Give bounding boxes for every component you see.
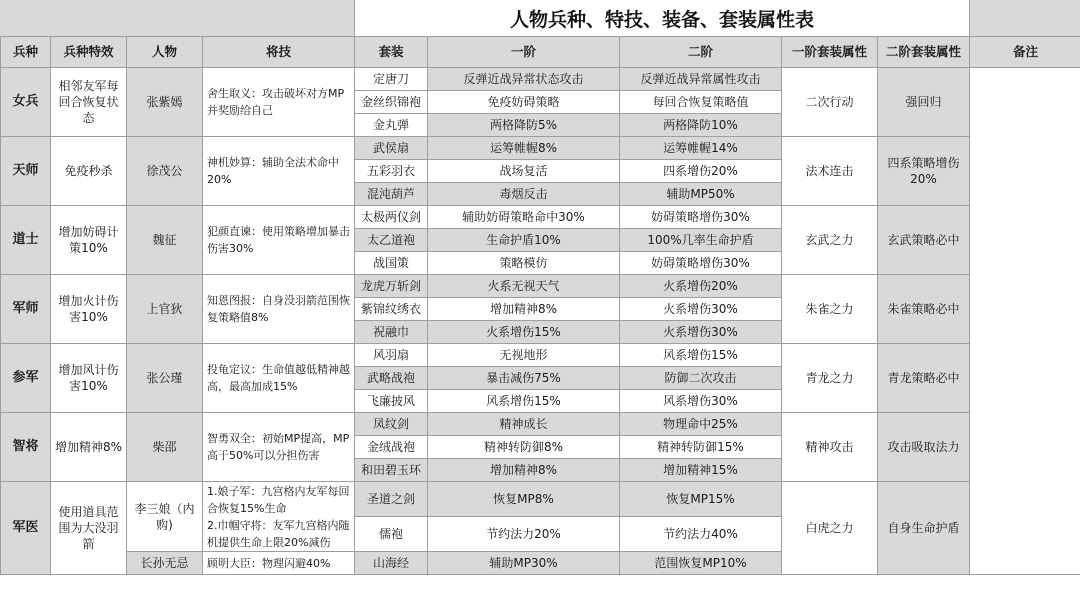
cell-tier2[interactable]: 妨碍策略增伤30% <box>620 206 782 229</box>
skill-line-2: 2.巾帼守将：友军九宫格内随机提供生命上限20%减伤 <box>207 518 350 549</box>
cell-note[interactable] <box>970 68 1080 575</box>
cell-skill[interactable]: 神机妙算：辅助全法术命中20% <box>203 137 355 206</box>
attribute-table <box>0 36 1080 575</box>
cell-set-item[interactable]: 太极两仪剑 <box>355 206 428 229</box>
cell-set-item[interactable]: 和田碧玉环 <box>355 459 428 482</box>
cell-set-item[interactable]: 战国策 <box>355 252 428 275</box>
cell-set-item[interactable]: 金丝织锦袍 <box>355 91 428 114</box>
cell-tier1[interactable]: 精神转防御8% <box>428 436 620 459</box>
cell-tier1[interactable]: 暴击减伤75% <box>428 367 620 390</box>
cell-character[interactable]: 张公瑾 <box>127 344 203 413</box>
cell-skill[interactable]: 舍生取义：攻击破坏对方MP并奖励给自己 <box>203 68 355 137</box>
cell-tier1[interactable]: 两格降防5% <box>428 114 620 137</box>
cell-character[interactable]: 长孙无忌 <box>127 552 203 575</box>
cell-type[interactable]: 军师 <box>1 275 51 344</box>
cell-set-item[interactable]: 混沌葫芦 <box>355 183 428 206</box>
cell-trait[interactable]: 增加风计伤害10% <box>51 344 127 413</box>
title-bar-left <box>0 0 355 37</box>
cell-trait[interactable]: 免疫秒杀 <box>51 137 127 206</box>
cell-set-item[interactable]: 凤纹剑 <box>355 413 428 436</box>
cell-set-item[interactable]: 山海经 <box>355 552 428 575</box>
cell-set-item[interactable]: 武侯扇 <box>355 137 428 160</box>
cell-set-bonus-2[interactable]: 自身生命护盾 <box>878 482 970 575</box>
header-note[interactable]: 备注 <box>970 37 1080 68</box>
cell-set-bonus-1[interactable]: 玄武之力 <box>782 206 878 275</box>
cell-tier1[interactable]: 增加精神8% <box>428 298 620 321</box>
cell-tier2[interactable]: 运筹帷幄14% <box>620 137 782 160</box>
cell-tier1[interactable]: 恢复MP8% <box>428 482 620 517</box>
cell-tier2[interactable]: 火系增伤20% <box>620 275 782 298</box>
cell-tier1[interactable]: 辅助MP30% <box>428 552 620 575</box>
table-row <box>1 137 1080 160</box>
cell-set-item[interactable]: 龙虎万斩剑 <box>355 275 428 298</box>
cell-tier2[interactable]: 风系增伤30% <box>620 390 782 413</box>
cell-tier2[interactable]: 物理命中25% <box>620 413 782 436</box>
cell-tier1[interactable]: 反弹近战异常状态攻击 <box>428 68 620 91</box>
cell-tier2[interactable]: 100%几率生命护盾 <box>620 229 782 252</box>
cell-type[interactable]: 军医 <box>1 482 51 575</box>
header-type[interactable]: 兵种 <box>1 37 51 68</box>
cell-set-bonus-2[interactable]: 四系策略增伤20% <box>878 137 970 206</box>
cell-set-item[interactable]: 定唐刀 <box>355 68 428 91</box>
cell-tier1[interactable]: 辅助妨碍策略命中30% <box>428 206 620 229</box>
table-row <box>1 206 1080 229</box>
cell-set-bonus-2[interactable]: 攻击吸取法力 <box>878 413 970 482</box>
cell-tier1[interactable]: 风系增伤15% <box>428 390 620 413</box>
cell-tier1[interactable]: 精神成长 <box>428 413 620 436</box>
cell-type[interactable]: 天师 <box>1 137 51 206</box>
cell-type[interactable]: 参军 <box>1 344 51 413</box>
cell-character[interactable]: 魏征 <box>127 206 203 275</box>
cell-set-bonus-2[interactable]: 朱雀策略必中 <box>878 275 970 344</box>
cell-character[interactable]: 张紫嫣 <box>127 68 203 137</box>
cell-tier1[interactable]: 免疫妨碍策略 <box>428 91 620 114</box>
cell-tier2[interactable]: 四系增伤20% <box>620 160 782 183</box>
cell-set-bonus-1[interactable]: 精神攻击 <box>782 413 878 482</box>
cell-tier1[interactable]: 生命护盾10% <box>428 229 620 252</box>
header-tier2[interactable]: 二阶 <box>620 37 782 68</box>
cell-character[interactable]: 柴邵 <box>127 413 203 482</box>
cell-type[interactable]: 智将 <box>1 413 51 482</box>
header-tier1[interactable]: 一阶 <box>428 37 620 68</box>
cell-tier2[interactable]: 每回合恢复策略值 <box>620 91 782 114</box>
sheet-title: 人物兵种、特技、装备、套装属性表 <box>355 0 969 37</box>
table-row <box>1 344 1080 367</box>
cell-set-bonus-2[interactable]: 玄武策略必中 <box>878 206 970 275</box>
cell-trait[interactable]: 增加精神8% <box>51 413 127 482</box>
cell-tier2[interactable]: 风系增伤15% <box>620 344 782 367</box>
cell-skill[interactable]: 犯颜直谏：使用策略增加暴击伤害30% <box>203 206 355 275</box>
cell-tier1[interactable]: 节约法力20% <box>428 517 620 552</box>
cell-tier1[interactable]: 策略模仿 <box>428 252 620 275</box>
cell-tier2[interactable]: 两格降防10% <box>620 114 782 137</box>
cell-tier1[interactable]: 运筹帷幄8% <box>428 137 620 160</box>
cell-tier2[interactable]: 防御二次攻击 <box>620 367 782 390</box>
cell-tier2[interactable]: 恢复MP15% <box>620 482 782 517</box>
cell-set-item[interactable]: 五彩羽衣 <box>355 160 428 183</box>
cell-set-item[interactable]: 儒袍 <box>355 517 428 552</box>
cell-set-item[interactable]: 金丸弹 <box>355 114 428 137</box>
header-trait[interactable]: 兵种特效 <box>51 37 127 68</box>
cell-trait[interactable]: 相邻友军每回合恢复状态 <box>51 68 127 137</box>
cell-tier2[interactable]: 妨碍策略增伤30% <box>620 252 782 275</box>
table-row <box>1 275 1080 298</box>
cell-set-item[interactable]: 圣道之剑 <box>355 482 428 517</box>
cell-trait[interactable]: 使用道具范围为大没羽箭 <box>51 482 127 575</box>
cell-type[interactable]: 女兵 <box>1 68 51 137</box>
header-row <box>1 37 1080 68</box>
header-character[interactable]: 人物 <box>127 37 203 68</box>
cell-set-item[interactable]: 金绒战袍 <box>355 436 428 459</box>
cell-tier2[interactable]: 精神转防御15% <box>620 436 782 459</box>
cell-skill[interactable]: 知恩图报：自身没羽箭范围恢复策略值8% <box>203 275 355 344</box>
cell-set-bonus-1[interactable]: 二次行动 <box>782 68 878 137</box>
table-row <box>1 413 1080 436</box>
cell-character[interactable]: 上官狄 <box>127 275 203 344</box>
cell-set-item[interactable]: 风羽扇 <box>355 344 428 367</box>
cell-skill[interactable] <box>203 482 355 552</box>
cell-tier2[interactable]: 反弹近战异常属性攻击 <box>620 68 782 91</box>
cell-tier2[interactable]: 增加精神15% <box>620 459 782 482</box>
cell-set-item[interactable]: 武略战袍 <box>355 367 428 390</box>
cell-character[interactable]: 李三娘（内购) <box>127 482 203 552</box>
header-set[interactable]: 套装 <box>355 37 428 68</box>
cell-tier1[interactable]: 战场复活 <box>428 160 620 183</box>
cell-set-bonus-1[interactable]: 青龙之力 <box>782 344 878 413</box>
cell-skill[interactable]: 投龟定议：生命值越低精神越高，最高加成15% <box>203 344 355 413</box>
cell-set-item[interactable]: 紫锦纹绣衣 <box>355 298 428 321</box>
cell-tier2[interactable]: 节约法力40% <box>620 517 782 552</box>
cell-tier2[interactable]: 火系增伤30% <box>620 298 782 321</box>
skill-line-1: 1.娘子军：九宫格内友军每回合恢复15%生命 <box>207 484 350 515</box>
cell-tier1[interactable]: 增加精神8% <box>428 459 620 482</box>
cell-tier1[interactable]: 火系无视天气 <box>428 275 620 298</box>
cell-set-item[interactable]: 飞廉披风 <box>355 390 428 413</box>
cell-trait[interactable]: 增加火计伤害10% <box>51 275 127 344</box>
title-bar-right <box>969 0 1080 37</box>
cell-set-item[interactable]: 太乙道袍 <box>355 229 428 252</box>
cell-set-bonus-2[interactable]: 青龙策略必中 <box>878 344 970 413</box>
cell-tier1[interactable]: 火系增伤15% <box>428 321 620 344</box>
cell-skill[interactable]: 智勇双全：初始MP提高，MP高于50%可以分担伤害 <box>203 413 355 482</box>
cell-type[interactable]: 道士 <box>1 206 51 275</box>
header-set-bonus-2[interactable]: 二阶套装属性 <box>878 37 970 68</box>
header-skill[interactable]: 将技 <box>203 37 355 68</box>
cell-set-item[interactable]: 祝融巾 <box>355 321 428 344</box>
cell-set-bonus-2[interactable]: 强回归 <box>878 68 970 137</box>
cell-tier1[interactable]: 毒烟反击 <box>428 183 620 206</box>
table-row <box>1 68 1080 91</box>
cell-trait[interactable]: 增加妨碍计策10% <box>51 206 127 275</box>
cell-set-bonus-1[interactable]: 白虎之力 <box>782 482 878 575</box>
table-row <box>1 482 1080 517</box>
cell-tier2[interactable]: 辅助MP50% <box>620 183 782 206</box>
cell-tier1[interactable]: 无视地形 <box>428 344 620 367</box>
cell-set-bonus-1[interactable]: 法术连击 <box>782 137 878 206</box>
cell-character[interactable]: 徐茂公 <box>127 137 203 206</box>
cell-set-bonus-1[interactable]: 朱雀之力 <box>782 275 878 344</box>
cell-skill[interactable]: 顾明大臣：物理闪避40% <box>203 552 355 575</box>
header-set-bonus-1[interactable]: 一阶套装属性 <box>782 37 878 68</box>
cell-tier2[interactable]: 火系增伤30% <box>620 321 782 344</box>
cell-tier2[interactable]: 范围恢复MP10% <box>620 552 782 575</box>
